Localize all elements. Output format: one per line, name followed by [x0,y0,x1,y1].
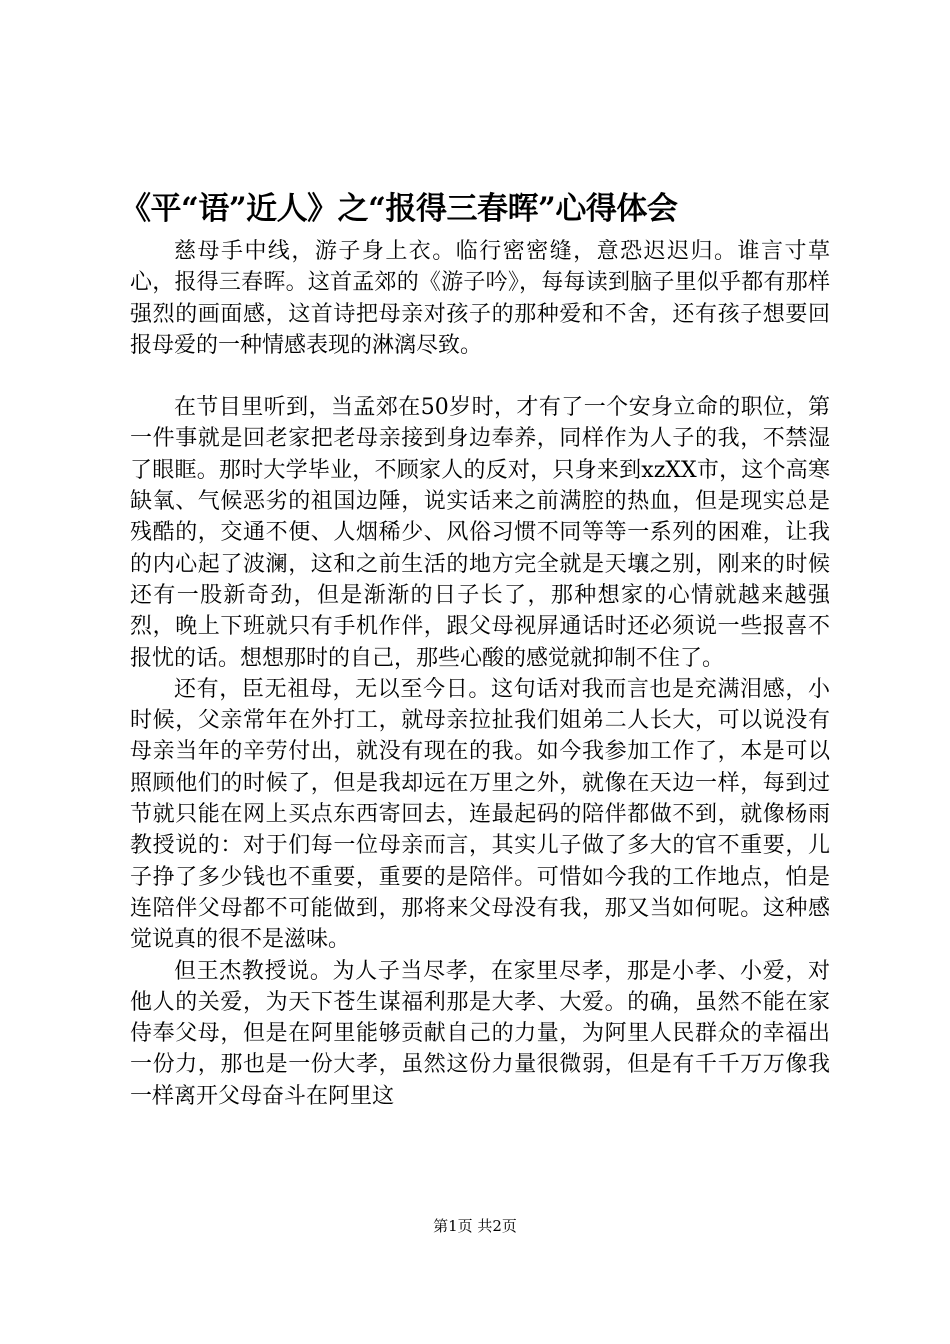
paragraph: 在节目里听到，当孟郊在50岁时，才有了一个安身立命的职位，第一件事就是回老家把老母亲接到身边奉养，同样作为人子的我，不禁湿了眼眶。那时大学毕业，不顾家人的反对，只身来到xzXX市，这个高寒缺氧、气候恶劣的祖国边陲，说实话来之前满腔的热血，但是现实总是残酷的，交通不便、人烟稀少、风俗习惯不同等等一系列的困难，让我的内心起了波澜，这和之前生活的地方完全就是天壤之别，刚来的时候还有一股新奇劲，但是渐渐的日子长了，那种想家的心情就越来越强烈，晚上下班就只有手机作伴，跟父母视屏通话时还必须说一些报喜不报忧的话。想想那时的自己，那些心酸的感觉就抑制不住了。 [130,395,830,671]
paragraph-spacer [130,361,830,392]
document-body [130,236,830,1112]
paragraph: 还有，臣无祖母，无以至今日。这句话对我而言也是充满泪感，小时候，父亲常年在外打工，就母亲拉扯我们姐弟二人长大，可以说没有母亲当年的辛劳付出，就没有现在的我。如今我参加工作了，本是可以照顾他们的时候了，但是我却远在万里之外，就像在天边一样，每到过节就只能在网上买点东西寄回去，连最起码的陪伴都做不到，就像杨雨教授说的：对于们每一位母亲而言，其实儿子做了多大的官不重要，儿子挣了多少钱也不重要，重要的是陪伴。可惜如今我的工作地点，怕是连陪伴父母都不可能做到，那将来父母没有我，那又当如何呢。这种感觉说真的很不是滋味。 [130,676,830,953]
paragraph: 慈母手中线，游子身上衣。临行密密缝，意恐迟迟归。谁言寸草心，报得三春晖。这首孟郊的《游子吟》，每每读到脑子里似乎都有那样强烈的画面感，这首诗把母亲对孩子的那种爱和不舍，还有孩子想要回报母爱的一种情感表现的淋漓尽致。 [130,239,830,358]
page-number-footer: 第1页 共2页 [433,1217,517,1235]
paragraph: 但王杰教授说。为人子当尽孝，在家里尽孝，那是小孝、小爱，对他人的关爱，为天下苍生谋福利那是大孝、大爱。的确，虽然不能在家侍奉父母，但是在阿里能够贡献自己的力量，为阿里人民群众的幸福出一份力，那也是一份大孝，虽然这份力量很微弱，但是有千千万万像我一样离开父母奋斗在阿里这 [130,958,830,1109]
document-title: 《平“语”近人》之“报得三春晖”心得体会 [120,191,678,227]
